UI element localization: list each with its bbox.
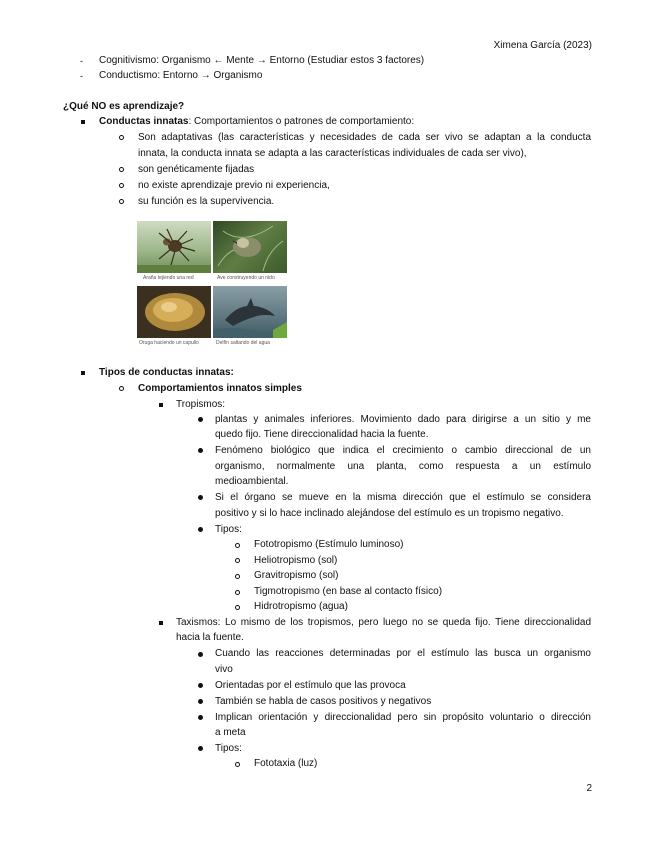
intro-line-cognitivismo: Cognitivismo: Organismo ← Mente → Entorno (Estudiar estos 3 factores): [99, 55, 425, 66]
tropismo-item: Si el órgano se mueve en la misma dirección que el estímulo se considera: [215, 492, 591, 503]
conducta-item: no existe aprendizaje previo ni experiencia,: [138, 180, 330, 191]
tropismo-tipo: Heliotropismo (sol): [254, 555, 338, 566]
square-bullet: [159, 621, 163, 625]
circle-bullet: [119, 183, 124, 188]
conducta-item: son genéticamente fijadas: [138, 164, 255, 175]
square-bullet: [81, 371, 85, 375]
tropismos-label: Tropismos:: [176, 399, 226, 410]
intro-line-conductismo: Conductismo: Entorno → Organismo: [99, 70, 263, 81]
circle-bullet: [235, 762, 240, 767]
dot-bullet: [198, 448, 203, 453]
tropismo-item-cont: organismo, normalmente una planta, como respuesta a un estímulo: [215, 461, 591, 472]
taxismo-item: Cuando las reacciones determinadas por el estímulo las busca un organismo: [215, 648, 591, 659]
taxismo-item-cont: vivo: [215, 664, 233, 675]
circle-bullet: [119, 386, 124, 391]
dot-bullet: [198, 746, 203, 751]
figure-caption: Oruga haciendo un capullo: [139, 340, 199, 346]
circle-bullet: [235, 605, 240, 610]
spider-photo: [137, 221, 211, 273]
dot-bullet: [198, 652, 203, 657]
tropismo-item: plantas y animales inferiores. Movimiento dado para dirigirse a un sitio y me: [215, 414, 591, 425]
tropismo-tipo: Hidrotropismo (agua): [254, 601, 348, 612]
bird-nest-photo: [213, 221, 287, 273]
tipos-heading: Tipos de conductas innatas:: [99, 367, 234, 378]
figure-caption: Delfín saltando del agua: [216, 340, 270, 346]
dot-bullet: [198, 495, 203, 500]
page-number: 2: [586, 783, 592, 794]
circle-bullet: [235, 574, 240, 579]
circle-bullet: [119, 135, 124, 140]
square-bullet: [81, 120, 85, 124]
author-header: Ximena García (2023): [493, 40, 592, 51]
circle-bullet: [235, 543, 240, 548]
square-bullet: [159, 403, 163, 407]
tropismo-item-cont: positivo y si lo hace inclinado alejándose del estímulo es un tropismo negativo.: [215, 508, 564, 519]
tropismo-tipos-label: Tipos:: [215, 524, 242, 535]
tropismo-item: Fenómeno biológico que indica el crecimiento o cambio direccional de un: [215, 445, 591, 456]
tropismo-tipo: Tigmotropismo (en base al contacto físico): [254, 586, 443, 597]
conducta-item: Son adaptativas (las características y necesidades de cada ser vivo se adaptan a la conducta: [138, 132, 591, 143]
figure-caption: Ave construyendo un nido: [217, 275, 275, 281]
dot-bullet: [198, 715, 203, 720]
circle-bullet: [119, 167, 124, 172]
taxismo-item-cont: a meta: [215, 727, 246, 738]
section-title: ¿Qué NO es aprendizaje?: [63, 101, 185, 112]
taxismo-tipo: Fototaxia (luz): [254, 758, 318, 769]
taxismos-heading-cont: hacia la fuente.: [176, 632, 244, 643]
dot-bullet: [198, 417, 203, 422]
circle-bullet: [119, 199, 124, 204]
taxismo-item: Implican orientación y direccionalidad pero sin propósito voluntario o dirección: [215, 712, 591, 723]
tropismo-tipo: Fototropismo (Estímulo luminoso): [254, 539, 404, 550]
taxismo-tipos-label: Tipos:: [215, 743, 242, 754]
dot-bullet: [198, 699, 203, 704]
dolphin-photo: [213, 286, 287, 338]
simple-behaviours-heading: Comportamientos innatos simples: [138, 383, 302, 394]
innate-behaviour-figure: [136, 220, 288, 350]
tropismo-tipo: Gravitropismo (sol): [254, 570, 339, 581]
tropismo-item-cont: quedo fijo. Tiene direccionalidad hacia la fuente.: [215, 429, 429, 440]
dash-bullet: -: [80, 71, 83, 81]
conducta-item: su función es la supervivencia.: [138, 196, 275, 207]
circle-bullet: [235, 558, 240, 563]
conducta-item-cont: innata, la conducta innata se adapta a las características individuales de cada ser vivo),: [138, 148, 527, 159]
taxismo-item: Orientadas por el estímulo que las provoca: [215, 680, 406, 691]
figure-caption: Araña tejiendo una red: [143, 275, 194, 281]
taxismo-item: También se habla de casos positivos y negativos: [215, 696, 432, 707]
circle-bullet: [235, 590, 240, 595]
dash-bullet: -: [80, 56, 83, 66]
dot-bullet: [198, 683, 203, 688]
dot-bullet: [198, 527, 203, 532]
cocoon-photo: [137, 286, 211, 338]
tropismo-item-cont: medioambiental.: [215, 476, 289, 487]
conductas-innatas-heading: Conductas innatas: Comportamientos o patrones de comportamiento:: [99, 116, 415, 127]
taxismos-heading: Taxismos: Lo mismo de los tropismos, pero luego no se queda fijo. Tiene direccionalidad: [176, 617, 591, 628]
